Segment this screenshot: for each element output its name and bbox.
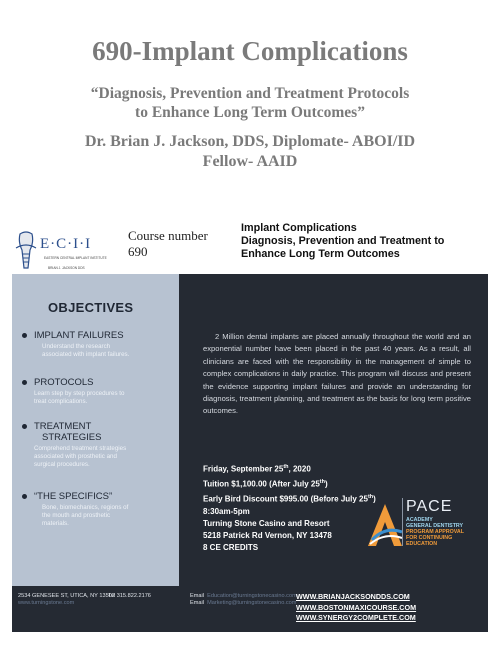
venue-address: 2534 GENESEE ST, UTICA, NY 13502 www.turningstone.com (18, 593, 115, 606)
objective-item (22, 377, 124, 406)
event-time: 8:30am-5pm (203, 506, 250, 516)
objective-head: “THE SPECIFICS” (34, 491, 113, 502)
logo-text: E·C·I·I (40, 236, 92, 252)
objective-head: IMPLANT FAILURES (34, 330, 124, 341)
objective-desc: Understand the research (42, 343, 111, 350)
email-link[interactable]: Marketing@turningstonecasino.com (207, 600, 297, 606)
subtitle-line: “Diagnosis, Prevention and Treatment Protocols (90, 85, 410, 102)
objective-desc: associated with prosthetic and (34, 453, 117, 460)
event-date: Friday, September 25th, 2020 (203, 464, 311, 474)
event-address: 5218 Patrick Rd Vernon, NY 13478 (203, 530, 332, 540)
venue-link[interactable]: www.turningstone.com (18, 600, 75, 606)
objectives-title: OBJECTIVES (48, 300, 134, 315)
event-early-bird: Early Bird Discount $995.00 (Before July 25th) (203, 493, 376, 504)
objective-item (22, 421, 126, 469)
event-details (203, 461, 376, 554)
objective-desc: the mouth and prosthetic (42, 512, 111, 519)
subtitle-line: to Enhance Long Term Outcomes” (135, 104, 365, 121)
objective-desc: Learn step by step procedures to (34, 390, 125, 397)
objective-item (22, 491, 128, 528)
pace-a-icon (366, 502, 404, 548)
pace-logo (366, 496, 488, 552)
website-link[interactable]: WWW.BOSTONMAXICOURSE.COM (296, 602, 417, 612)
objective-desc: surgical procedures. (34, 461, 90, 468)
banner-title (241, 222, 444, 261)
objective-head: TREATMENT (34, 421, 92, 432)
objective-desc: materials. (42, 520, 69, 527)
event-credits: 8 CE CREDITS (203, 543, 259, 553)
banner-line: Enhance Long Term Outcomes (241, 248, 400, 260)
objective-desc: Comprehend treatment strategies (34, 445, 127, 452)
author-line: Dr. Brian J. Jackson, DDS, Diplomate- ABOI/ID (84, 133, 416, 150)
logo-subtext-2: BRIAN J. JACKSON DDS (48, 266, 85, 270)
bullet-icon (22, 380, 27, 385)
email-link[interactable]: Education@turningstonecasino.com (207, 593, 297, 599)
objective-head: PROTOCOLS (34, 377, 94, 388)
event-tuition: Tuition $1,100.00 (After July 25th) (203, 478, 328, 489)
intro-paragraph: 2 Million dental implants are placed annually throughout the world and an exponential number have been placed in the past 40 years. As a result, all clinicians are faced with the responsibility in the management of simple to complex complications in daily practice. This program will discuss and present the evidence supporting implant failures and provide an understanding for diagnosis, treatment planning, and treatment as the basis for long term positive outcomes. (203, 332, 471, 416)
objective-head-2: STRATEGIES (42, 432, 102, 443)
course-value: 690 (128, 244, 148, 259)
website-link[interactable]: WWW.BRIANJACKSONDDS.COM (296, 592, 410, 601)
author-line: Fellow- AAID (202, 153, 298, 170)
ecii-logo (14, 228, 118, 274)
objective-desc: treat complications. (34, 398, 88, 405)
pace-divider (402, 498, 403, 546)
banner-line: Diagnosis, Prevention and Treatment to (241, 235, 445, 247)
objective-desc: associated with implant failures. (42, 351, 130, 358)
pace-program: PROGRAM APPROVAL FOR CONTINUING EDUCATION (406, 529, 464, 547)
venue-phone: Tel 315.822.2176 (108, 593, 151, 599)
event-venue: Turning Stone Casino and Resort (203, 518, 330, 528)
banner-line: Implant Complications (241, 222, 357, 234)
bullet-icon (22, 333, 27, 338)
website-links (296, 592, 416, 624)
author (0, 132, 500, 172)
venue-email: Email Education@turningstonecasino.com Email Marketing@turningstonecasino.com (190, 593, 297, 606)
pace-academy: ACADEMY GENERAL DENTISTRY (406, 517, 464, 529)
website-link[interactable]: WWW.SYNERGY2COMPLETE.COM (296, 613, 416, 622)
bullet-icon (22, 424, 27, 429)
objective-desc: Bone, biomechanics, regions of (42, 504, 129, 511)
course-number (128, 228, 208, 260)
logo-subtext: EASTERN CENTRAL IMPLANT INSTITUTE (44, 256, 107, 260)
objective-item (22, 330, 129, 359)
page-title: 690-Implant Complications (92, 36, 408, 66)
subtitle (0, 84, 500, 122)
pace-word: PACE (406, 498, 453, 515)
course-label: Course number (128, 228, 208, 243)
bullet-icon (22, 494, 27, 499)
